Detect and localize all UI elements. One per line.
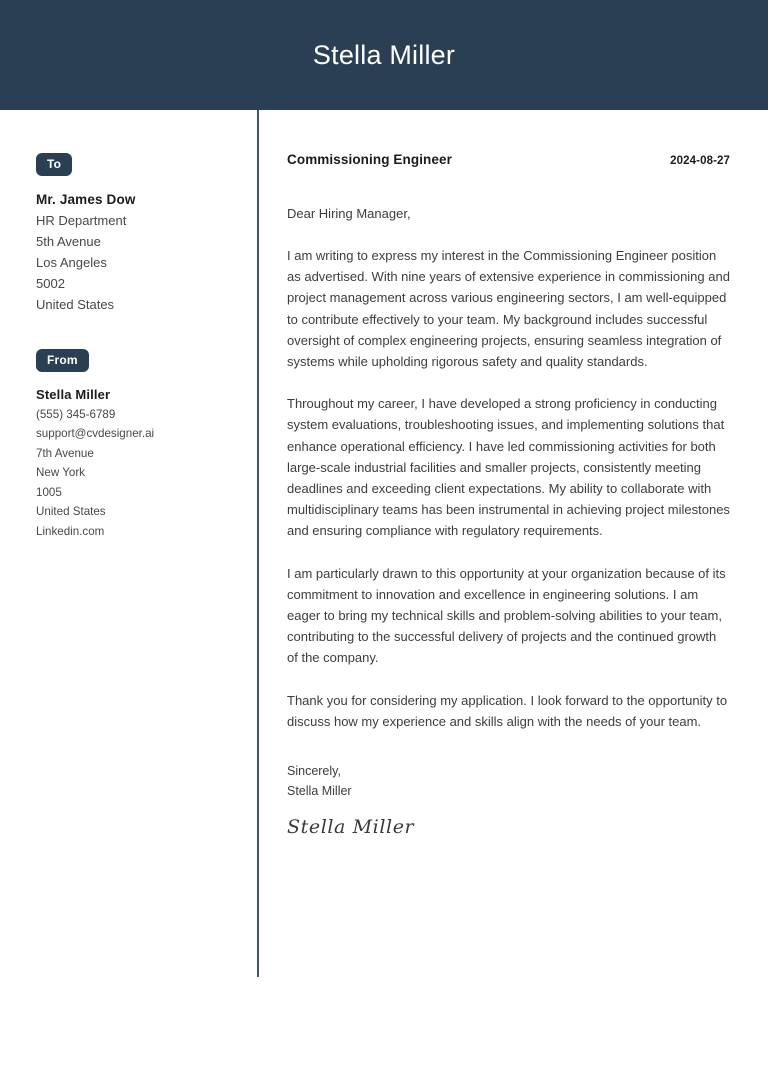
- letter-date: 2024-08-27: [670, 155, 730, 167]
- recipient-address: [36, 189, 237, 315]
- closing-word: Sincerely,: [287, 764, 341, 779]
- body-paragraph: I am writing to express my interest in the Commissioning Engineer position as advertised. With nine years of extensive experience in commissioning and project management across various engineering sectors, I am well-equipped to contribute effectively to your team. My background includes successful oversight of complex engineering projects, ensuring seamless integration of systems while upholding rigorous safety and quality standards.: [287, 248, 730, 370]
- from-section: [36, 349, 237, 541]
- recipient-line: United States: [36, 297, 115, 312]
- contact-sidebar: [0, 110, 257, 541]
- closing-block: [287, 761, 730, 801]
- recipient-line: 5002: [36, 276, 65, 291]
- closing-name: Stella Miller: [287, 784, 352, 799]
- salutation: Dear Hiring Manager,: [287, 206, 411, 221]
- body-paragraph: Throughout my career, I have developed a strong proficiency in conducting system evaluations, troubleshooting issues, and implementing solutions that enhance operational efficiency. I have led commissioning activities for both large-scale industrial facilities and smaller projects, consistently meeting deadlines and exceeding client expectations. My ability to collaborate with multidisciplinary teams has been instrumental in achieving project milestones and ensuring compliance with regulatory requirements.: [287, 396, 730, 539]
- job-title: Commissioning Engineer: [287, 152, 452, 167]
- from-badge: From: [36, 349, 89, 372]
- letter-content: [257, 110, 768, 838]
- sender-line: New York: [36, 466, 85, 479]
- document-header: [0, 0, 768, 110]
- recipient-line: HR Department: [36, 213, 127, 228]
- page-title: Stella Miller: [312, 39, 456, 70]
- sender-email: support@cvdesigner.ai: [36, 427, 155, 440]
- sender-line: 1005: [36, 485, 62, 499]
- recipient-line: 5th Avenue: [36, 234, 101, 249]
- document-body: [0, 110, 768, 838]
- sender-name: Stella Miller: [36, 387, 111, 402]
- sender-phone: (555) 345-6789: [36, 407, 116, 421]
- recipient-line: Los Angeles: [36, 255, 107, 270]
- sender-line: United States: [36, 505, 106, 518]
- sender-line: 7th Avenue: [36, 446, 94, 460]
- sender-address: [36, 385, 237, 541]
- recipient-name: Mr. James Dow: [36, 192, 136, 207]
- column-divider: [257, 110, 259, 977]
- to-badge: To: [36, 153, 72, 176]
- body-paragraph: I am particularly drawn to this opportunity at your organization because of its commitment to innovation and excellence in engineering solutions. I am eager to bring my technical skills and problem-solving abilities to your team, contributing to the successful delivery of projects and the continued growth of the company.: [287, 565, 726, 666]
- sender-linkedin: Linkedin.com: [36, 524, 105, 538]
- body-paragraph: Thank you for considering my application. I look forward to the opportunity to discuss how my experience and skills align with the needs of your team.: [287, 692, 728, 729]
- to-section: [36, 153, 237, 315]
- signature: Stella Miller: [287, 816, 415, 839]
- letter-header-row: [287, 152, 730, 167]
